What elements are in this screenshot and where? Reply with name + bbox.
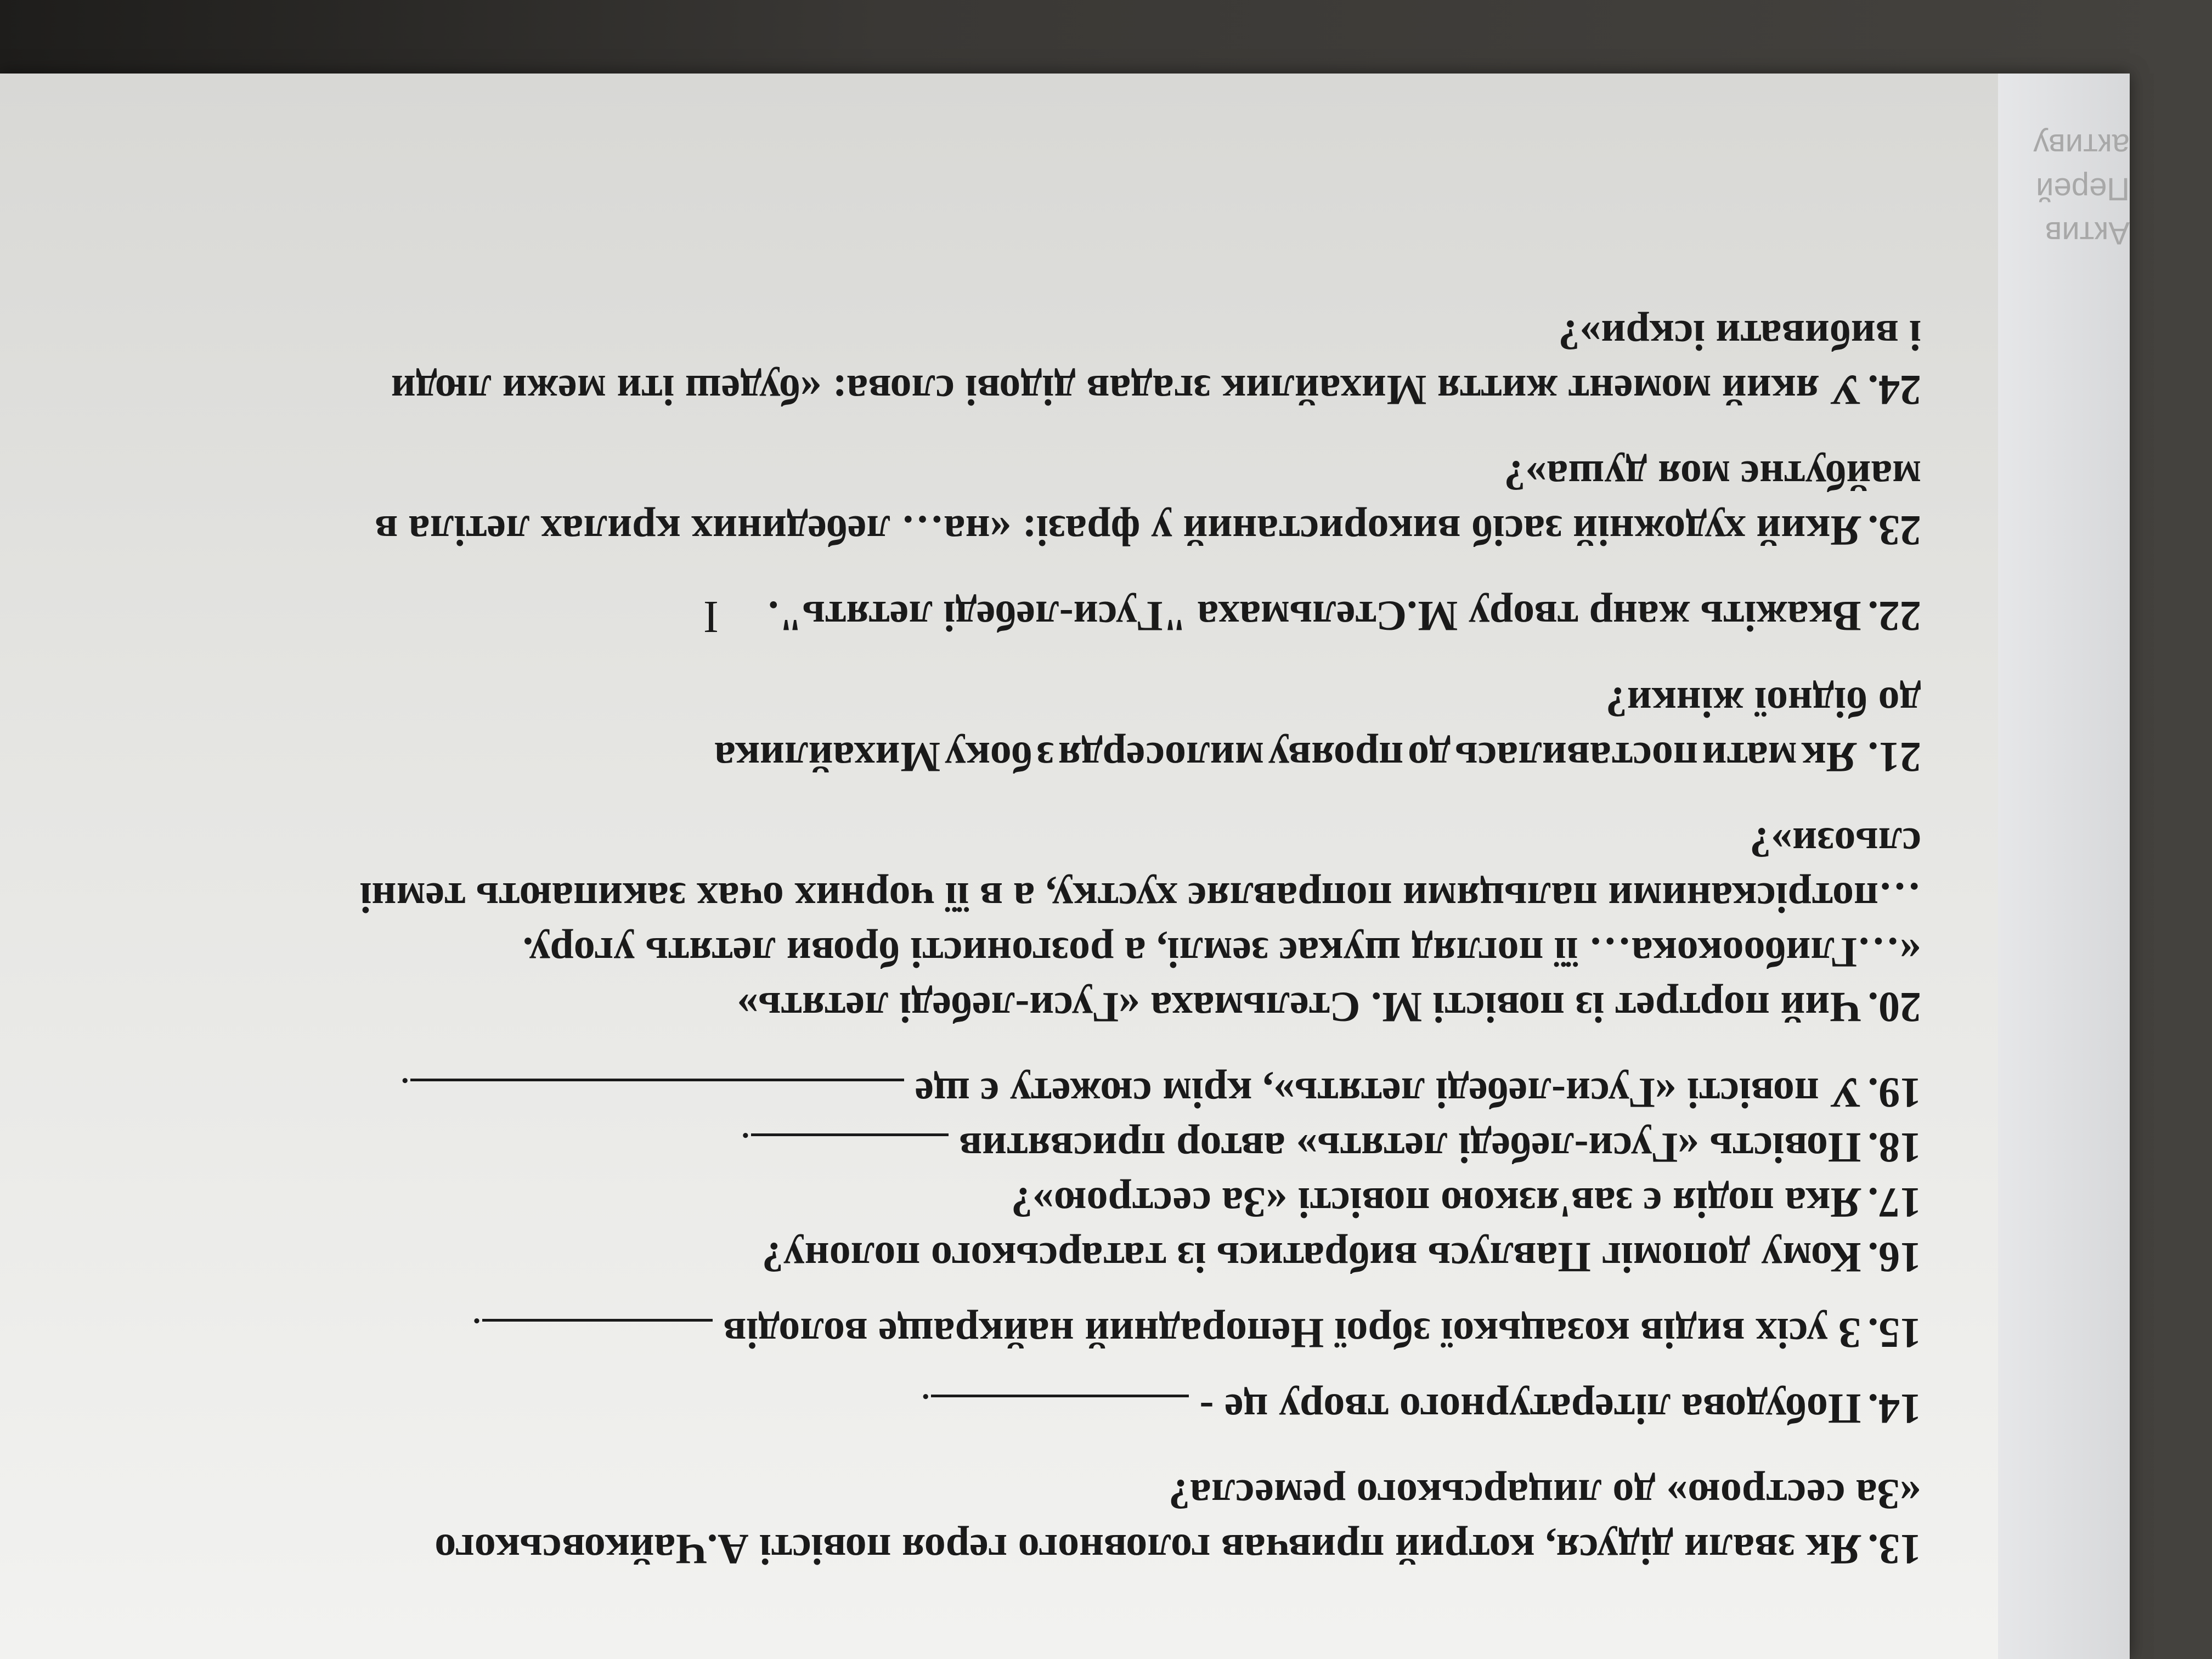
text-cursor-icon: I	[703, 591, 719, 642]
quote-line-3: сльози»?	[1750, 819, 1921, 867]
question-text: У який момент життя Михайлик згадав дідові слова: «будеш іти межи люди	[391, 366, 1861, 414]
question-text-cont: майбутнє моя душа»?	[1504, 452, 1921, 500]
question-number: 23.	[1867, 507, 1921, 555]
question-number: 14.	[1867, 1385, 1921, 1433]
word: милосердя	[1058, 733, 1264, 781]
question-number: 16.	[1867, 1234, 1921, 1282]
monitor-screen	[0, 74, 2130, 1659]
word: поставилась	[1455, 733, 1698, 781]
question-number: 18.	[1867, 1124, 1921, 1172]
word: з	[1036, 733, 1054, 781]
document-body[interactable]	[166, 308, 1921, 1577]
question-19: 19.У повісті «Гуси-лебеді летять», крім сюжету є ще .	[399, 1069, 1921, 1117]
question-21-first-line	[714, 730, 1921, 785]
question-17	[166, 1175, 1921, 1230]
answer-blank[interactable]	[482, 1319, 713, 1355]
question-15: 15.З усіх видів козацької зброї Непорадний найкраще володів .	[471, 1310, 1921, 1357]
question-16	[166, 1230, 1921, 1285]
question-text: Вкажіть жанр твору М.Стельмаха "Гуси-лебеді летять".	[768, 592, 1861, 640]
question-text-cont: «За сестрою» до лицарського ремесла?	[1168, 1471, 1921, 1519]
question-21	[166, 675, 1921, 785]
question-number: 13.	[1867, 1526, 1921, 1573]
word: боку	[944, 733, 1032, 781]
word: мати	[1702, 733, 1797, 781]
quote-line-1: «…Глибоокока… її погляд шукає землі, а розгонисті брови летять угору.	[522, 929, 1921, 977]
question-14: 14.Побудова літературного твору це - .	[920, 1385, 1921, 1433]
question-number: 15.	[1867, 1310, 1921, 1357]
question-number: 19.	[1867, 1069, 1921, 1117]
word: Як	[1801, 733, 1857, 781]
question-number: 17.	[1867, 1179, 1921, 1227]
question-text: У повісті «Гуси-лебеді летять», крім сюжету є ще	[915, 1069, 1861, 1117]
question-text: Повість «Гуси-лебеді летять» автор присвятив	[959, 1124, 1861, 1172]
windows-activation-watermark	[1998, 123, 2130, 255]
question-18: 18.Повість «Гуси-лебеді летять» автор присвятив .	[740, 1124, 1921, 1172]
quote-line-2: …потрісканими пальцями поправляє хустку, а в її чорних очах закипають темні	[359, 874, 1921, 922]
question-text-cont: до бідної жінки?	[1605, 679, 1921, 726]
question-13	[166, 1467, 1921, 1577]
question-text: З усіх видів козацької зброї Непорадний найкраще володів	[723, 1310, 1861, 1357]
question-22	[166, 589, 1921, 644]
question-text: Кому допоміг Павлусь вибратись із татарського полону?	[761, 1234, 1861, 1282]
word: Михайлика	[714, 733, 941, 781]
question-number: 22.	[1867, 592, 1921, 640]
activation-line-3: активу	[2033, 127, 2130, 163]
activation-line-2: Перей	[2036, 171, 2130, 207]
question-number: 24.	[1867, 366, 1921, 414]
question-text: Чий портрет із повісті М. Стельмаха «Гуси-лебеді летять»	[737, 984, 1861, 1031]
left-panel	[1998, 74, 2130, 1659]
question-text-cont: і вибивати іскри»?	[1558, 312, 1921, 359]
question-number: 21.	[1867, 733, 1921, 781]
word: прояву	[1268, 733, 1404, 781]
question-text: Побудова літературного твору це -	[1199, 1385, 1861, 1433]
answer-blank[interactable]	[751, 1133, 949, 1169]
question-text: Який художній засіб використаний у фразі: «на… лебединих крилах летіла в	[375, 507, 1861, 555]
question-text: Яка подія є зав'язкою повісті «За сестрою»?	[1011, 1179, 1861, 1227]
question-24	[166, 308, 1921, 417]
word: до	[1408, 733, 1451, 781]
activation-line-1: Актив	[2045, 215, 2130, 251]
question-20	[166, 815, 1921, 1035]
question-text: Як звали дідуся, котрий привчав головного героя повісті А.Чайковського	[435, 1526, 1861, 1573]
answer-blank[interactable]	[410, 1079, 904, 1114]
answer-blank[interactable]	[931, 1395, 1189, 1430]
question-number: 20.	[1867, 984, 1921, 1031]
question-23	[166, 448, 1921, 558]
